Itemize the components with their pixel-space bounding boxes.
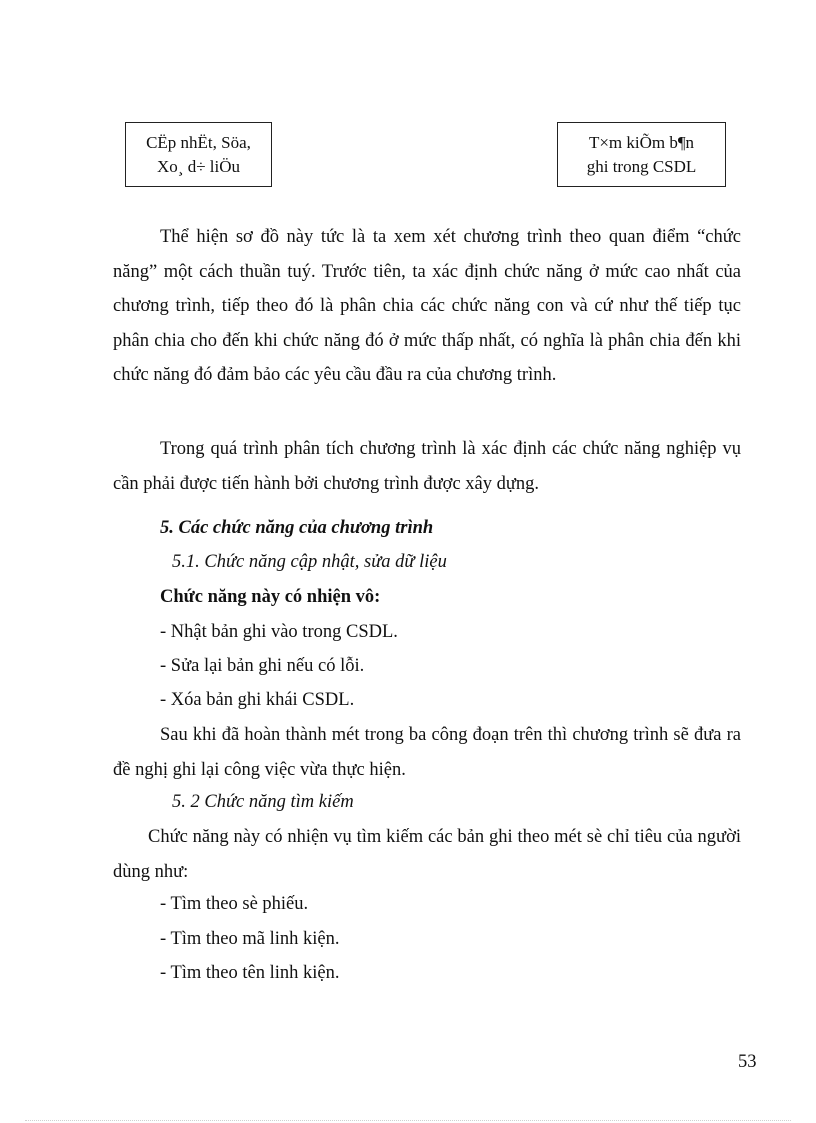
list-item: - Tìm theo mã linh kiện. xyxy=(160,929,340,949)
footer-divider xyxy=(25,1120,791,1121)
box-line: Xo¸ d÷ liÖu xyxy=(157,156,240,176)
diagram-box-update-edit-delete xyxy=(125,122,272,187)
list-item: - Tìm theo sè phiếu. xyxy=(160,894,309,914)
paragraph-analysis: Trong quá trình phân tích chương trình là xác định các chức năng nghiệp vụ cần phải được tiến hành bởi chương trình được xây dựng. xyxy=(113,439,741,494)
page-number: 53 xyxy=(738,1052,757,1072)
section-heading: 5. Các chức năng của chương trình xyxy=(160,518,434,538)
paragraph-diagram-explanation: Thể hiện sơ đồ này tức là ta xem xét chương trình theo quan điểm “chức năng” một cách thuần tuý. Trước tiên, ta xác định chức năng ở mức cao nhất của chương trình, tiếp theo đó là phân chia các chức năng con và cứ như thế tiếp tục phân chia cho đến khi chức năng đó ở mức thấp nhất, có nghĩa là phân chia đến khi chức năng đó đảm bảo các yêu cầu đầu ra của chương trình. xyxy=(113,227,741,385)
paragraph-search-description: Chức năng này có nhiện vụ tìm kiếm các bản ghi theo mét sè chỉ tiêu của người dùng như: xyxy=(113,827,741,882)
box-line: T×m kiÕm b¶n xyxy=(588,132,695,152)
list-item: - Xóa bản ghi khái CSDL. xyxy=(160,690,355,710)
paragraph-after-update: Sau khi đã hoàn thành mét trong ba công đoạn trên thì chương trình sẽ đưa ra đề nghị ghi lại công việc vừa thực hiện. xyxy=(113,725,741,780)
box-line: ghi trong CSDL xyxy=(586,156,697,176)
subsection-heading-update: 5.1. Chức năng cập nhật, sửa dữ liệu xyxy=(172,552,447,572)
list-item: - Sửa lại bản ghi nếu có lỗi. xyxy=(160,656,365,676)
box-line: CËp nhËt, Söa, xyxy=(146,132,251,152)
list-item: - Nhật bản ghi vào trong CSDL. xyxy=(160,622,398,642)
duty-label: Chức năng này có nhiện vô: xyxy=(160,587,381,607)
list-item: - Tìm theo tên linh kiện. xyxy=(160,963,340,983)
diagram-box-search-records xyxy=(557,122,726,187)
subsection-heading-search: 5. 2 Chức năng tìm kiếm xyxy=(172,792,354,812)
